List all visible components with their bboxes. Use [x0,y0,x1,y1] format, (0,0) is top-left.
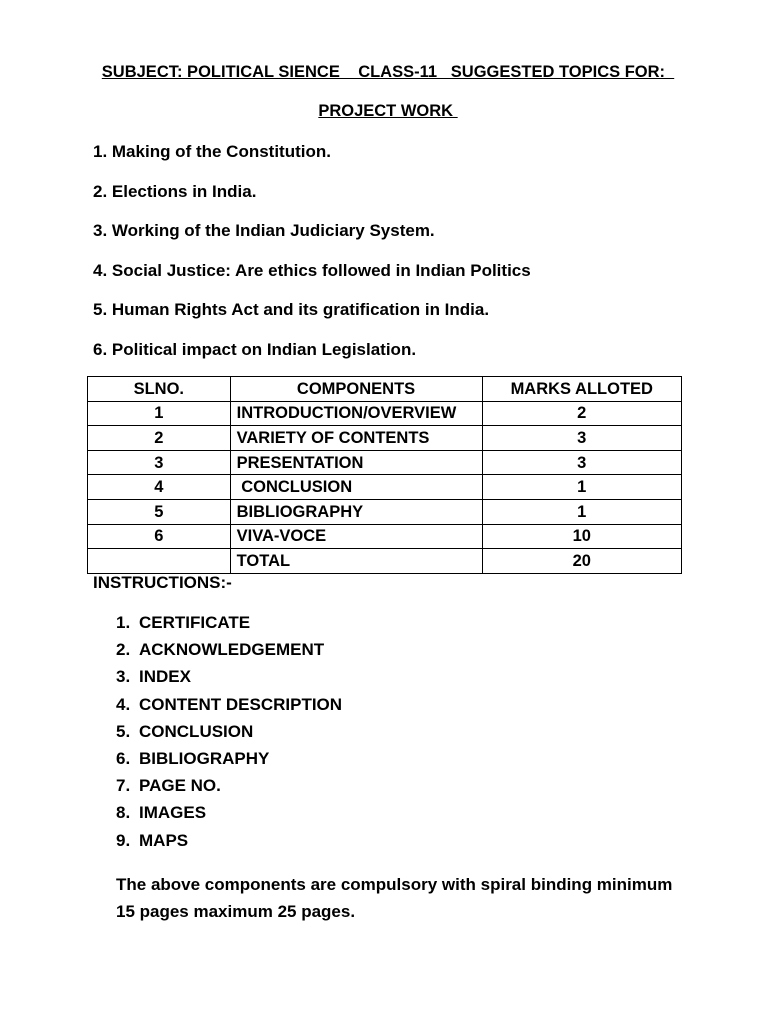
cell-component: CONCLUSION [230,475,482,500]
table-total-row [88,549,682,574]
list-text: INDEX [139,667,191,687]
list-item [116,830,342,857]
table-row [88,401,682,426]
cell-slno: 5 [88,499,231,524]
list-number: 4. [116,694,131,714]
document-title: SUBJECT: POLITICAL SIENCE CLASS-11 SUGGESTED TOPICS FOR: [101,63,675,81]
topic-list [93,142,531,379]
column-header-slno: SLNO. [88,377,231,402]
list-number: 8. [116,803,131,823]
binding-note: The above components are compulsory with spiral binding minimum 15 pages maximum 25 pages. [116,875,673,921]
column-header-components: COMPONENTS [230,377,482,402]
table-row [88,524,682,549]
topic-item: 1. Making of the Constitution. [93,142,331,161]
list-item [116,721,342,748]
topic-item: 2. Elections in India. [93,181,257,201]
cell-component: VARIETY OF CONTENTS [230,426,482,451]
list-text: CONCLUSION [139,721,254,741]
cell-marks: 1 [482,475,681,500]
cell-slno: 1 [88,401,231,426]
topic-item: 6. Political impact on Indian Legislation. [93,339,417,359]
cell-component: VIVA-VOCE [230,524,482,549]
table-row [88,450,682,475]
list-number: 1. [116,613,131,632]
list-text: BIBLIOGRAPHY [139,748,270,768]
topic-item: 5. Human Rights Act and its gratification in India. [93,300,490,319]
list-item [116,775,342,802]
cell-slno: 6 [88,524,231,549]
list-number: 2. [116,640,131,660]
topic-item: 4. Social Justice: Are ethics followed in Indian Politics [93,260,531,280]
list-item [116,694,342,721]
cell-marks: 20 [482,549,681,574]
cell-marks: 2 [482,401,681,426]
cell-marks: 3 [482,450,681,475]
list-text: CERTIFICATE [139,613,251,632]
cell-marks: 1 [482,499,681,524]
topic-item: 3. Working of the Indian Judiciary System. [93,221,435,240]
cell-component: PRESENTATION [230,450,482,475]
list-text: CONTENT DESCRIPTION [139,694,343,714]
list-number: 9. [116,830,131,850]
table-header-row [88,377,682,402]
column-header-marks: MARKS ALLOTED [482,377,681,402]
list-text: PAGE NO. [139,776,221,796]
list-number: 6. [116,748,131,768]
list-number: 3. [116,667,131,687]
list-item [116,748,342,775]
cell-slno: 4 [88,475,231,500]
list-text: IMAGES [139,803,207,823]
table-row [88,475,682,500]
table-row [88,426,682,451]
instructions-list [116,612,342,857]
cell-component: INTRODUCTION/OVERVIEW [230,401,482,426]
list-item [116,639,342,666]
list-number: 7. [116,776,131,796]
cell-slno [88,549,231,574]
cell-slno: 2 [88,426,231,451]
cell-marks: 10 [482,524,681,549]
cell-component: TOTAL [230,549,482,574]
marks-table [87,376,682,574]
cell-marks: 3 [482,426,681,451]
table-row [88,499,682,524]
document-subtitle: PROJECT WORK [318,102,458,120]
list-item [116,802,342,829]
list-item [116,612,342,639]
list-item [116,666,342,693]
list-text: ACKNOWLEDGEMENT [139,640,325,660]
cell-slno: 3 [88,450,231,475]
list-number: 5. [116,721,131,741]
instructions-heading: INSTRUCTIONS:- [93,573,232,592]
list-text: MAPS [139,830,189,850]
cell-component: BIBLIOGRAPHY [230,499,482,524]
